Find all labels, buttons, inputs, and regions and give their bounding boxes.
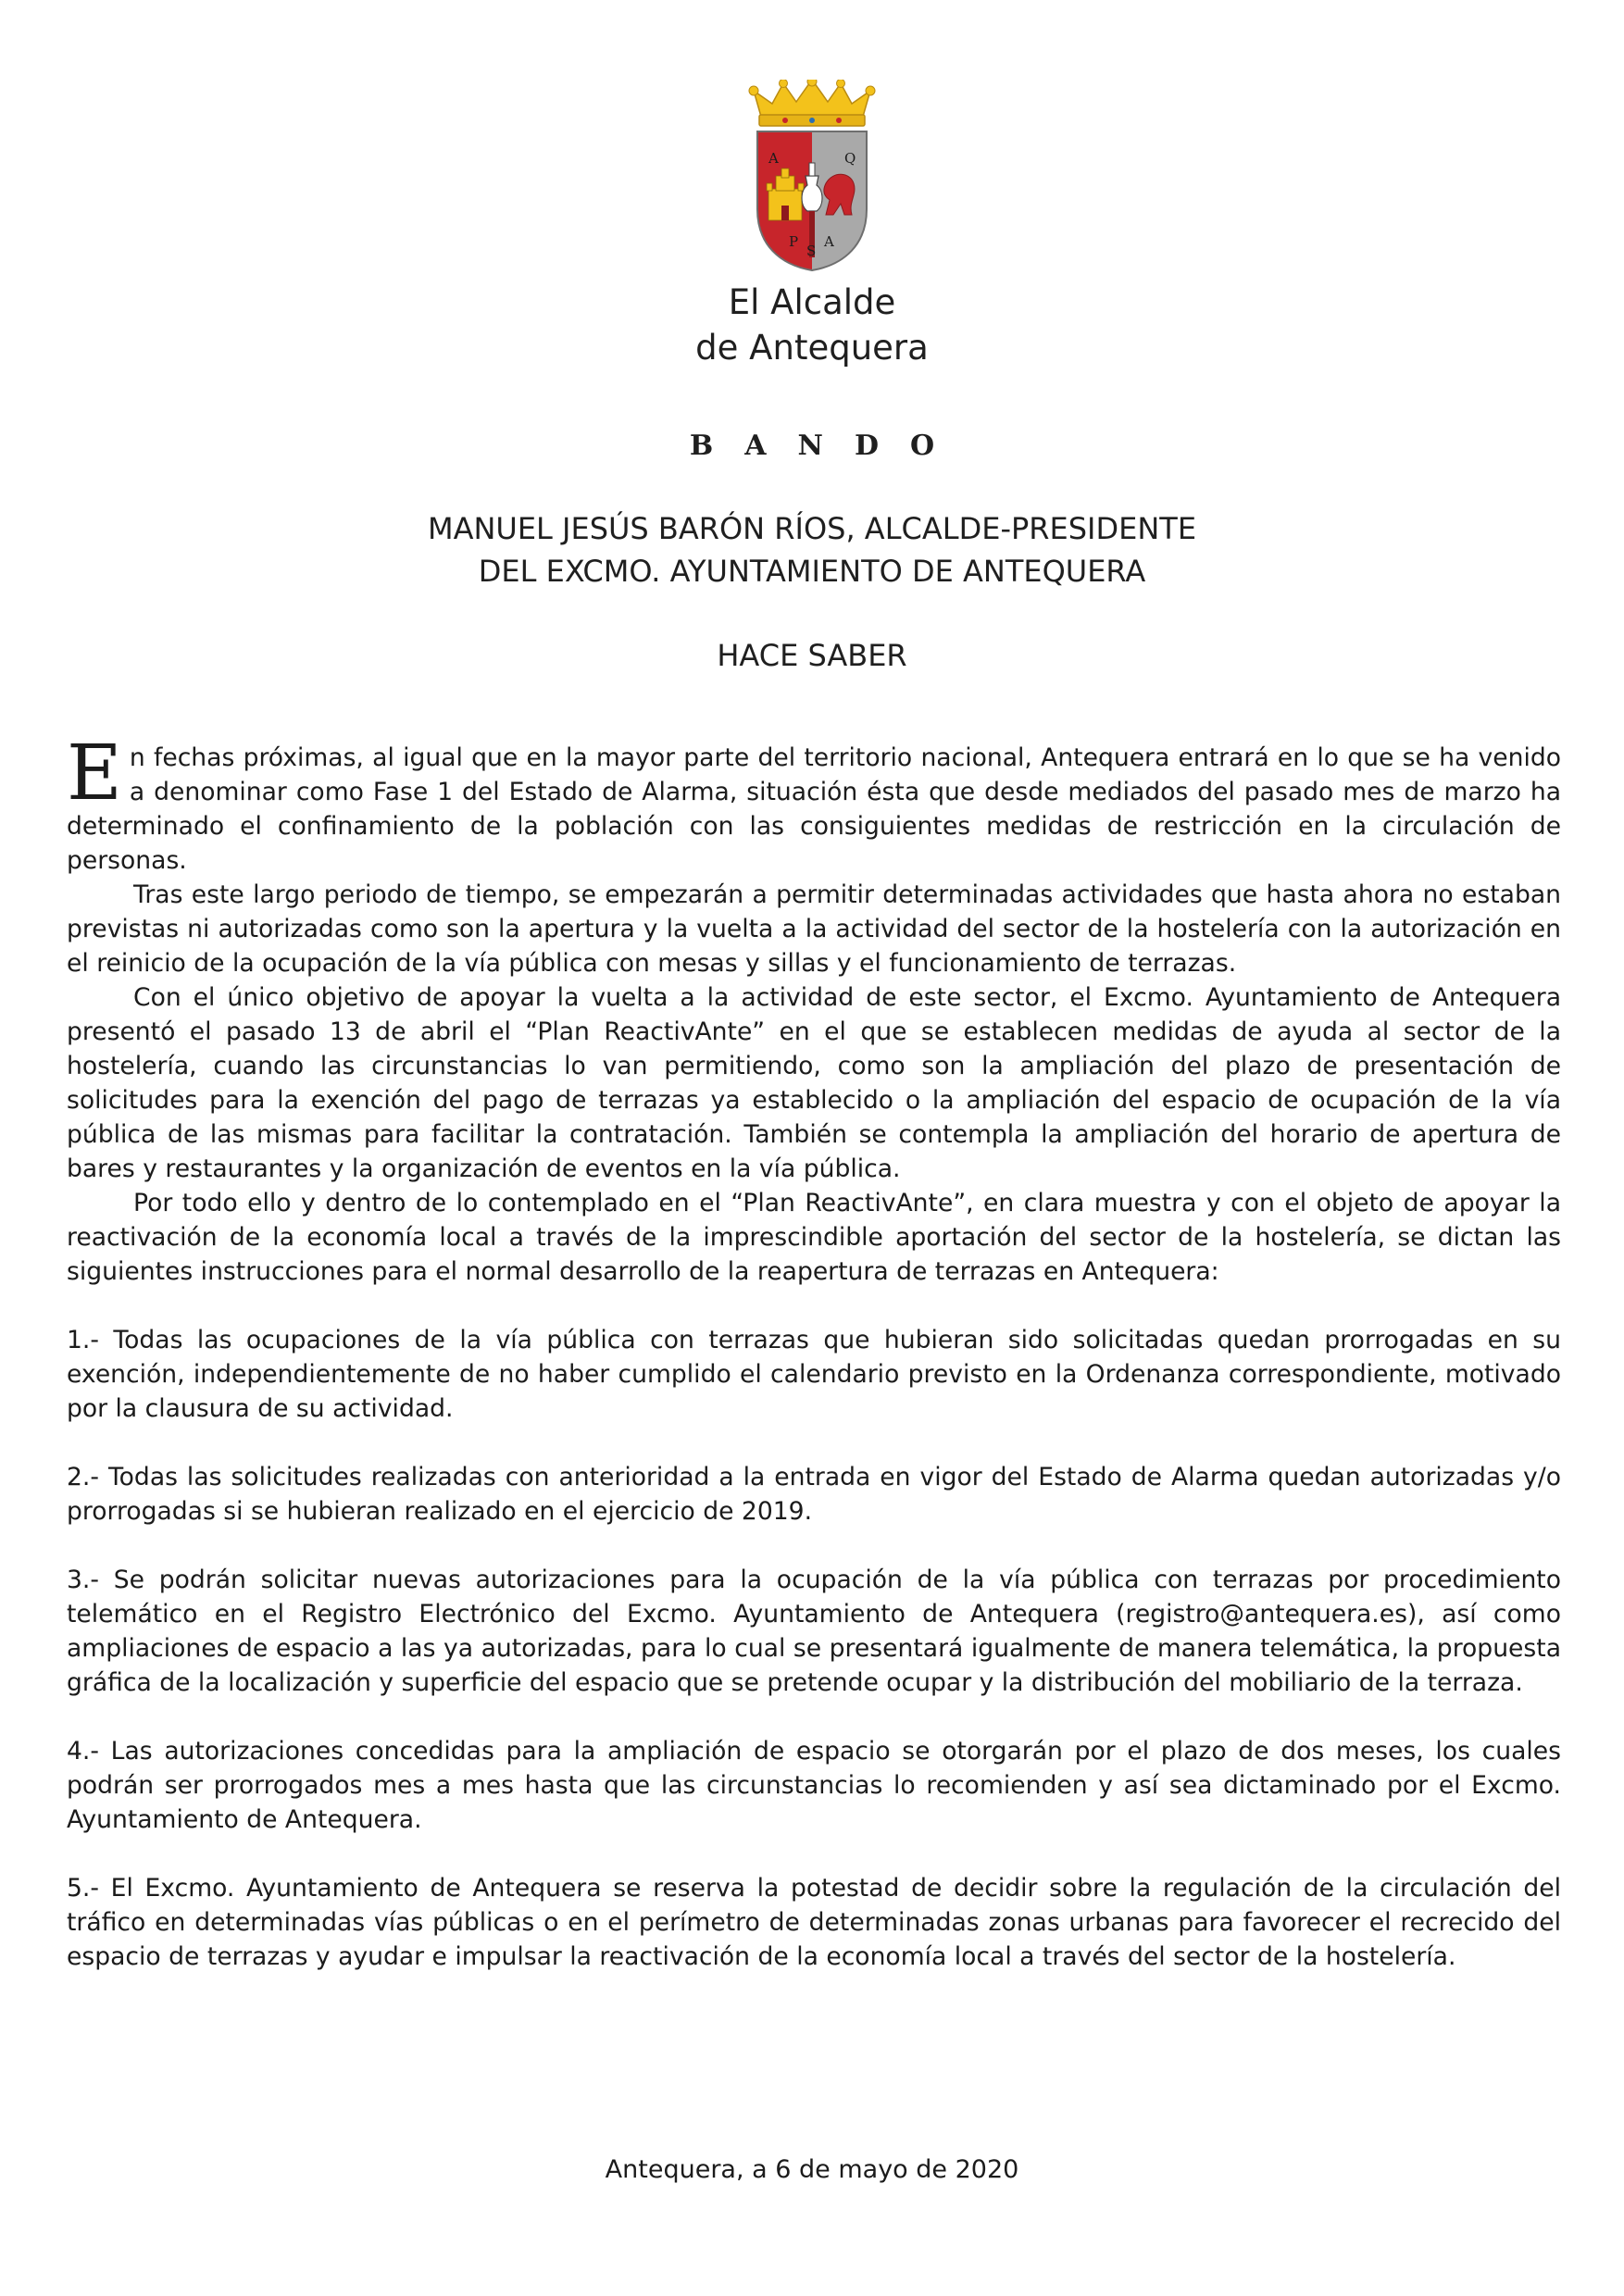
paragraph-4: Por todo ello y dentro de lo contemplado en el “Plan ReactivAnte”, en clara muestra y con el objeto de apoyar la reactivación de la economía local a través de la imprescindible aportación del sector de la hostelería, se dictan las siguientes instrucciones para el normal desarrollo de la reapertura de terrazas en Antequera: <box>67 1189 1561 1286</box>
crown-icon <box>749 80 875 126</box>
coat-of-arms-icon <box>748 80 876 272</box>
document-type-heading: BANDO <box>689 430 967 462</box>
paragraph-1-text: n fechas próximas, al igual que en la mayor parte del territorio nacional, Antequera entrará en lo que se ha venido a denominar como Fase 1 del Estado de Alarma, situación ésta que desde mediados del pasado mes de marzo ha determinado el confinamiento de la población con las consiguientes medidas de restricción en la circulación de personas. <box>67 743 1561 875</box>
drop-cap: E <box>67 730 122 817</box>
paragraph-1 <box>67 730 1561 878</box>
mayor-line-1: MANUEL JESÚS BARÓN RÍOS, ALCALDE-PRESIDENTE <box>427 511 1197 546</box>
paragraph-3: Con el único objetivo de apoyar la vuelta a la actividad de este sector, el Excmo. Ayuntamiento de Antequera presentó el pasado 13 de abril el “Plan ReactivAnte” en el que se establecen medidas de ayuda al sector de la hostelería, cuando las circunstancias lo van permitiendo, como son la ampliación del plazo de presentación de solicitudes para la exención del pago de terrazas ya establecido o la ampliación del espacio de ocupación de la vía pública de las mismas para facilitar la contratación. También se contempla la ampliación del horario de apertura de bares y restaurantes y la organización de eventos en la vía pública. <box>67 983 1561 1183</box>
crest-letter-a2: A <box>824 233 834 250</box>
crest-letter-p: P <box>789 233 799 250</box>
issuer-line-1: El Alcalde <box>728 282 896 322</box>
instruction-item-5: 5.- El Excmo. Ayuntamiento de Antequera se reserva la potestad de decidir sobre la regulación de la circulación del tráfico en determinadas vías públicas o en el perímetro de determinadas zonas urbanas para favorecer el recrecido del espacio de terrazas y ayudar e impulsar la reactivación de la economía local a través del sector de la hostelería. <box>67 1874 1561 1971</box>
instruction-item-2: 2.- Todas las solicitudes realizadas con anterioridad a la entrada en vigor del Estado de Alarma quedan autorizadas y/o prorrogadas si se hubieran realizado en el ejercicio de 2019. <box>67 1463 1561 1526</box>
issuer-line-2: de Antequera <box>695 328 929 368</box>
signature-date: Antequera, a 6 de mayo de 2020 <box>605 2155 1019 2184</box>
hace-saber-heading: HACE SABER <box>717 638 907 673</box>
shield-icon <box>757 131 867 270</box>
crest-letter-s: S <box>806 243 817 259</box>
instruction-item-3: 3.- Se podrán solicitar nuevas autorizaciones para la ocupación de la vía pública con terrazas por procedimiento telemático en el Registro Electrónico del Excmo. Ayuntamiento de Antequera (registro@antequera.es), así como ampliaciones de espacio a las ya autorizadas, para lo cual se presentará igualmente de manera telemática, la propuesta gráfica de la localización y superficie del espacio que se pretende ocupar y la distribución del mobiliario de la terraza. <box>67 1566 1561 1697</box>
mayor-line-2: DEL EXCMO. AYUNTAMIENTO DE ANTEQUERA <box>478 554 1146 589</box>
instruction-item-4: 4.- Las autorizaciones concedidas para la ampliación de espacio se otorgarán por el plazo de dos meses, los cuales podrán ser prorrogados mes a mes hasta que las circunstancias lo recomienden y así sea dictaminado por el Excmo. Ayuntamiento de Antequera. <box>67 1737 1561 1834</box>
instruction-item-1: 1.- Todas las ocupaciones de la vía pública con terrazas que hubieran sido solicitadas quedan prorrogadas en su exención, independientemente de no haber cumplido el calendario previsto en la Ordenanza correspondiente, motivado por la clausura de su actividad. <box>67 1326 1561 1423</box>
crest-letter-a1: A <box>768 150 779 167</box>
document-body <box>67 730 1561 1974</box>
crest-letter-q: Q <box>844 150 856 167</box>
mayor-name-heading <box>0 507 1624 593</box>
issuer-title <box>0 280 1624 370</box>
paragraph-2: Tras este largo periodo de tiempo, se empezarán a permitir determinadas actividades que hasta ahora no estaban previstas ni autorizadas como son la apertura y la vuelta a la actividad del sector de la hostelería con la autorización en el reinicio de la ocupación de la vía pública con mesas y sillas y el funcionamiento de terrazas. <box>67 880 1561 978</box>
